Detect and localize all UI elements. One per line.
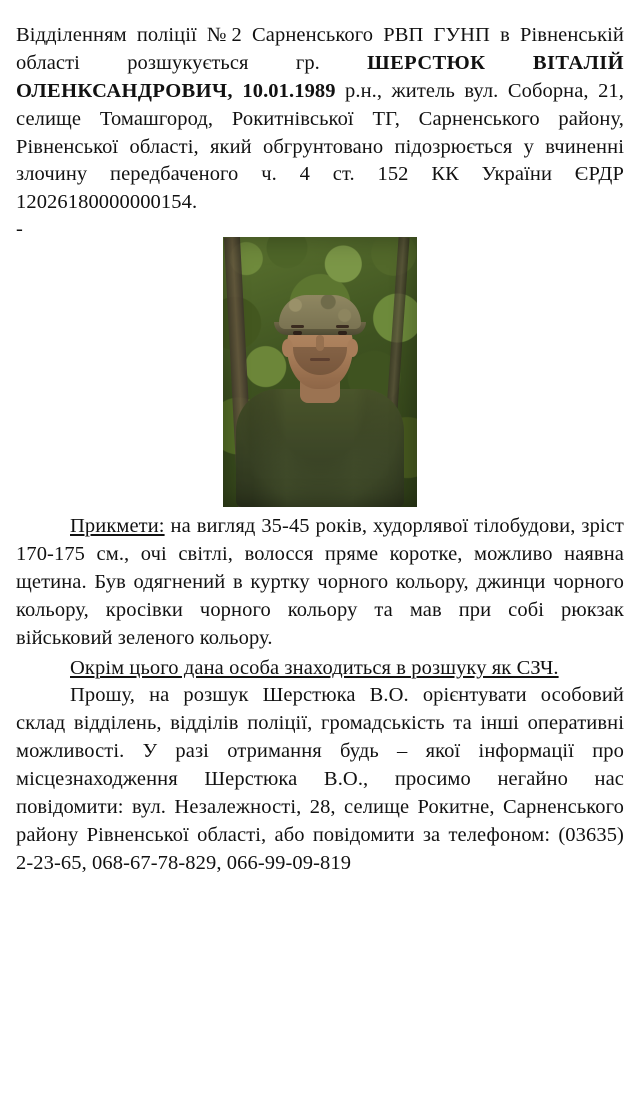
subject-photo [223,237,417,507]
additional-note-paragraph: Окрім цього дана особа знаходиться в розшуку як СЗЧ. [70,656,559,679]
intro-line-2: ГУНП в Рівненській області розшукується гр. [16,24,624,74]
mouth [310,358,330,361]
eye-right [338,331,347,335]
intro-line-1: Відділенням поліції №2 Сарненського РВП [16,24,424,46]
subject-name: ШЕРСТЮК ВІТАЛІЙ ОЛЕНКСАНДРОВИЧ, [16,51,624,102]
nose [316,335,324,351]
eye-left [293,331,302,335]
features-label: Прикмети: [70,515,165,538]
eyebrow-left [291,325,304,328]
request-paragraph: Прошу, на розшук Шерстюка В.О. орієнтувати особовий склад відділень, відділів поліції, громадськість та інші оперативні можливості. У разі отримання будь – якої інформації про місцезнаходження Шерстюка В.О., просимо негайно нас повідомити: вул. Незалежності, 28, селище Рокитне, Сарненського району Рівненської області, або повідомити за телефоном: (03635) 2-23-65, 068-67-78-829, 066-99-09-819 [16,684,624,874]
person-figure [235,297,405,507]
features-text: на вигляд 35-45 років, худорлявої тілобудови, зріст 170-175 см., очі світлі, волосся пряме коротке, можливо наявна щетина. Був одягнений в куртку чорного кольору, джинци чорного кольору, кросівки чорного кольору та мав при собі рюкзак військовий зеленого кольору. [16,515,624,649]
camouflage-cap [279,295,361,329]
intro-rest: р.н., житель вул. Соборна, 21, селище Томашгород, Рокитнівської ТГ, Сарненського району, Рівненської області, який обгрунтовано підозрюється у вчиненні злочину передбаченого ч. 4 ст. 152 КК України ЄРДР 12026180000000154. [16,79,624,214]
dash-separator: - [16,218,23,241]
intro-paragraph [16,22,624,217]
subject-photo-container [16,237,624,507]
features-paragraph [16,513,624,652]
subject-birth-date: 10.01.1989 [242,79,336,102]
ear-left [282,339,293,357]
eyebrow-right [336,325,349,328]
torso-shading [236,389,404,507]
ear-right [347,339,358,357]
